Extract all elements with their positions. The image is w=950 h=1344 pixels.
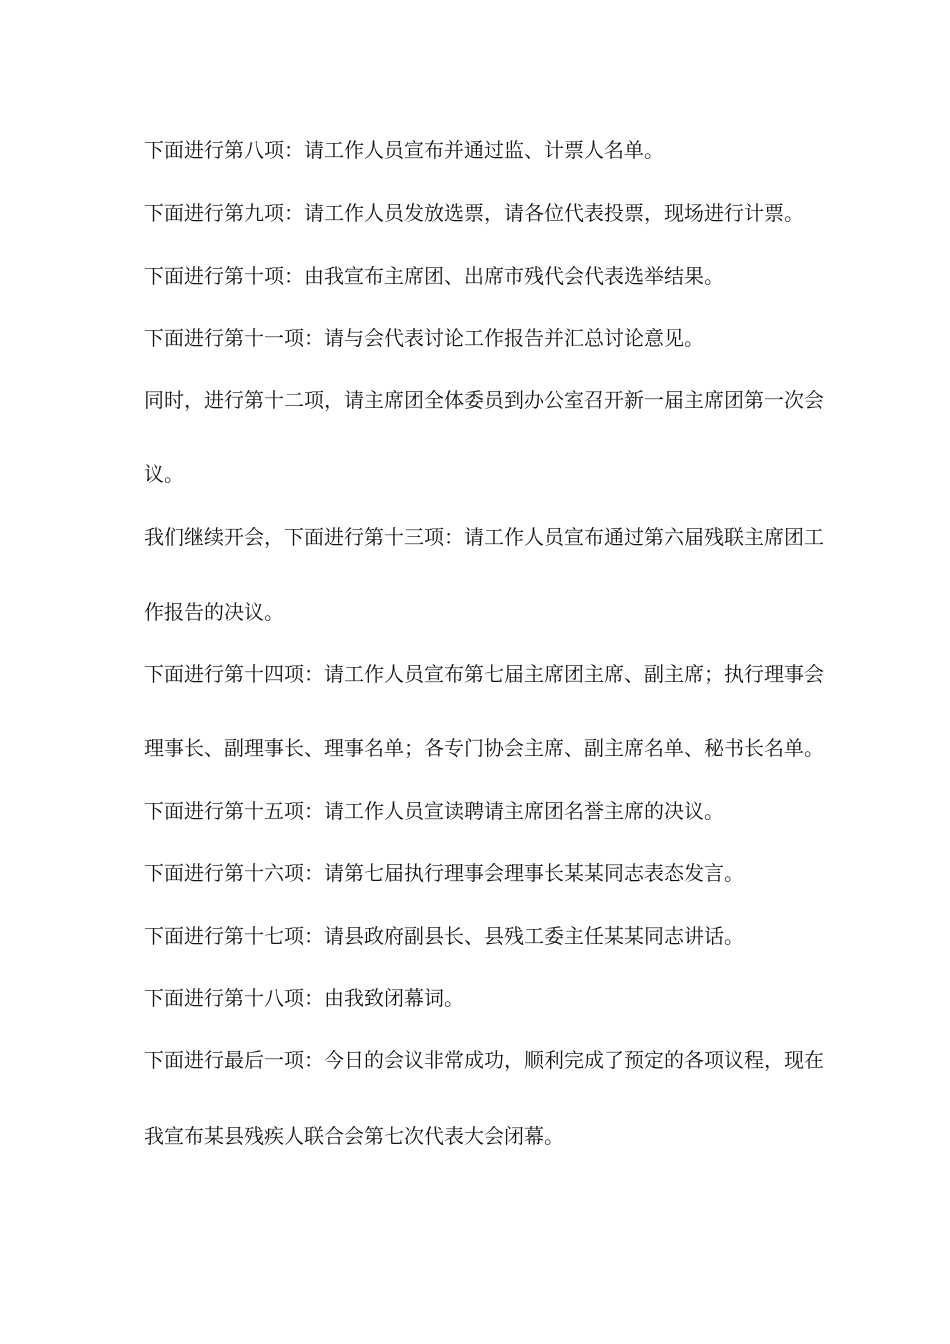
agenda-item-16: 下面进行第十六项：请第七届执行理事会理事长某某同志表态发言。	[144, 861, 744, 885]
agenda-final-item-line-2: 我宣布某县残疾人联合会第七次代表大会闭幕。	[144, 1124, 564, 1148]
agenda-item-17: 下面进行第十七项：请县政府副县长、县残工委主任某某同志讲话。	[144, 924, 744, 948]
agenda-item-9: 下面进行第九项：请工作人员发放选票，请各位代表投票，现场进行计票。	[144, 201, 804, 225]
agenda-item-18: 下面进行第十八项：由我致闭幕词。	[144, 986, 464, 1010]
agenda-item-14-line-2: 理事长、副理事长、理事名单；各专门协会主席、副主席名单、秘书长名单。	[144, 736, 824, 760]
agenda-item-12-line-1: 同时，进行第十二项，请主席团全体委员到办公室召开新一届主席团第一次会	[144, 388, 824, 412]
agenda-final-item-line-1: 下面进行最后一项：今日的会议非常成功，顺利完成了预定的各项议程，现在	[144, 1048, 824, 1072]
agenda-item-13-line-1: 我们继续开会，下面进行第十三项：请工作人员宣布通过第六届残联主席团工	[144, 525, 824, 549]
agenda-item-12-line-2: 议。	[144, 462, 184, 486]
agenda-item-15: 下面进行第十五项：请工作人员宣读聘请主席团名誉主席的决议。	[144, 799, 724, 823]
agenda-item-8: 下面进行第八项：请工作人员宣布并通过监、计票人名单。	[144, 138, 664, 162]
agenda-item-11: 下面进行第十一项：请与会代表讨论工作报告并汇总讨论意见。	[144, 326, 704, 350]
agenda-item-10: 下面进行第十项：由我宣布主席团、出席市残代会代表选举结果。	[144, 264, 724, 288]
agenda-item-14-line-1: 下面进行第十四项：请工作人员宣布第七届主席团主席、副主席；执行理事会	[144, 662, 824, 686]
agenda-item-13-line-2: 作报告的决议。	[144, 600, 284, 624]
